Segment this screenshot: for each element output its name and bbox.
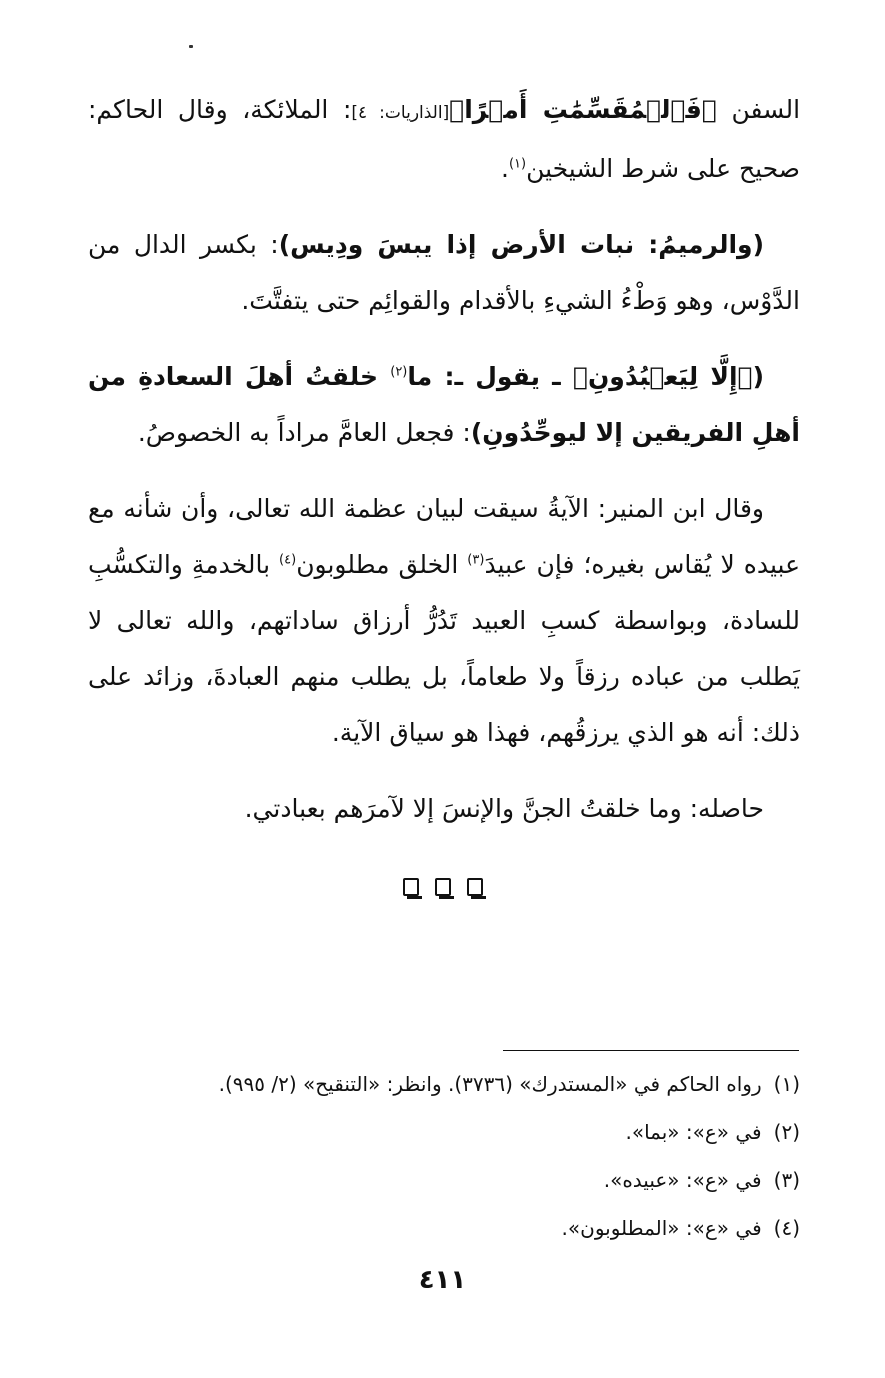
p1-text-a: السفن [716,95,801,124]
footnote-marker-1[interactable]: (١) [508,156,527,172]
footnotes [88,1060,800,1252]
footnote-separator [503,1050,799,1051]
footnote-marker-2[interactable]: (٢) [390,364,408,380]
p1-text-b: : الملائكة، وقال الحاكم: صحيح على شرط الشيخين [88,95,800,183]
paragraph-3 [88,349,800,461]
footnote-text: في «ع»: «بما». [625,1120,762,1144]
p3-text-b: خلقتُ أهلَ السعادةِ من أهلِ الفريقين إلا ليوحِّدُونِ) [88,362,800,447]
square-ornament-icon [435,878,451,896]
main-text [88,82,800,857]
p4-text-a: وقال ابن المنير: الآيةُ سيقت لبيان عظمة الله تعالى، وأن شأنه مع عبيده لا يُقاس بغيره؛ فإن عبيدَ [88,494,800,579]
footnote-3 [88,1156,800,1204]
footnote-text: في «ع»: «عبيده». [603,1168,762,1192]
quran-verse-illa-liyabudun: ﴿إِلَّا لِيَعۡبُدُونِ﴾ [572,362,753,391]
footnote-text: رواه الحاكم في «المستدرك» (٣٧٣٦). وانظر: «التنقيح» (٢/ ٩٩٥). [218,1072,762,1096]
paragraph-2 [88,217,800,329]
footnote-2 [88,1108,800,1156]
page-number: ٤١١ [418,1265,467,1295]
p3-open-paren: ( [752,362,765,391]
verse-reference: [الذاريات: ٤] [351,103,450,123]
paragraph-4 [88,481,800,761]
footnote-marker-3[interactable]: (٣) [467,552,485,568]
section-divider [0,878,885,900]
p3-text-a: ـ يقول ـ: ما [407,362,573,391]
p1-text-c: . [501,154,509,183]
footnote-marker-4[interactable]: (٤) [279,552,297,568]
p4-text-c: بالخدمةِ والتكسُّبِ للسادة، وبواسطة كسبِ العبيد تَدُرُّ أرزاق ساداتهم، والله تعالى لا يَطلب من عباده رزقاً ولا طعاماً، بل يطلب منهم العبادةَ، وزائد على ذلك: أنه هو الذي يرزقُهم، فهذا هو سياق الآية. [88,550,800,747]
footnote-number: (٢) [773,1120,800,1144]
footnote-number: (٣) [773,1168,800,1192]
p2-text: : بكسر الدال من الدَّوْس، وهو وَطْءُ الشيءِ بالأقدام والقوائِم حتى يتفتَّتَ. [88,230,800,315]
p2-lemma: (والرميمُ: نبات الأرض إذا يبسَ ودِيس) [278,230,765,259]
footnote-1 [88,1060,800,1108]
p5-text: حاصله: وما خلقتُ الجنَّ والإنسَ إلا لآمرَهم بعبادتي. [244,794,764,823]
footnote-number: (١) [773,1072,800,1096]
square-ornament-icon [467,878,483,896]
footnote-4 [88,1204,800,1252]
paragraph-1 [88,82,800,197]
ink-speck [189,45,193,48]
footnote-text: في «ع»: «المطلوبون». [561,1216,762,1240]
quran-verse-dhariyat: ﴿فَٱلۡمُقَسِّمَٰتِ أَمۡرًا﴾ [449,95,717,124]
paragraph-5 [88,781,800,837]
p3-text-c: : فجعل العامَّ مراداً به الخصوصُ. [137,418,471,447]
p4-text-b: الخلق مطلوبون [296,550,468,579]
square-ornament-icon [403,878,419,896]
footnote-number: (٤) [773,1216,800,1240]
